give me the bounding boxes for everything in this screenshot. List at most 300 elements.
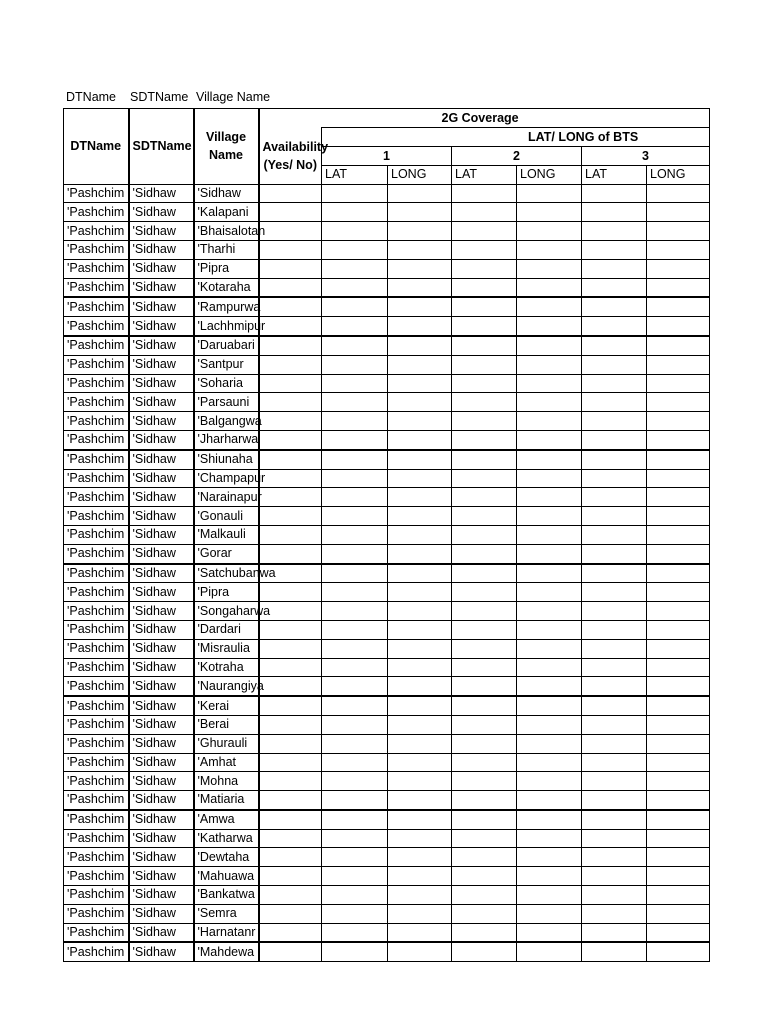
cell-availability[interactable] — [259, 297, 322, 316]
cell-bts2-long[interactable] — [517, 923, 582, 942]
cell-dtname[interactable]: 'Pashchim — [64, 240, 129, 259]
cell-bts2-lat[interactable] — [452, 583, 517, 602]
cell-bts1-lat[interactable] — [322, 753, 388, 772]
cell-bts1-long[interactable] — [388, 544, 452, 563]
cell-village-name[interactable]: 'Malkauli — [194, 525, 259, 544]
cell-bts2-lat[interactable] — [452, 639, 517, 658]
cell-sdtname[interactable]: 'Sidhaw — [129, 469, 194, 488]
cell-sdtname[interactable]: 'Sidhaw — [129, 278, 194, 297]
cell-bts3-long[interactable] — [647, 355, 710, 374]
cell-village-name[interactable]: 'Ghurauli — [194, 734, 259, 753]
cell-bts2-lat[interactable] — [452, 696, 517, 715]
cell-sdtname[interactable]: 'Sidhaw — [129, 734, 194, 753]
cell-bts1-long[interactable] — [388, 583, 452, 602]
cell-sdtname[interactable]: 'Sidhaw — [129, 639, 194, 658]
cell-village-name[interactable]: 'Lachhmipur — [194, 317, 259, 336]
cell-dtname[interactable]: 'Pashchim — [64, 450, 129, 469]
cell-bts1-long[interactable] — [388, 886, 452, 905]
cell-bts1-long[interactable] — [388, 867, 452, 886]
cell-bts3-lat[interactable] — [582, 923, 647, 942]
cell-bts3-lat[interactable] — [582, 336, 647, 355]
cell-bts3-lat[interactable] — [582, 184, 647, 203]
cell-bts3-long[interactable] — [647, 430, 710, 449]
cell-bts2-lat[interactable] — [452, 658, 517, 677]
cell-sdtname[interactable]: 'Sidhaw — [129, 886, 194, 905]
cell-sdtname[interactable]: 'Sidhaw — [129, 658, 194, 677]
cell-bts2-long[interactable] — [517, 412, 582, 431]
cell-bts1-lat[interactable] — [322, 203, 388, 222]
cell-bts1-lat[interactable] — [322, 525, 388, 544]
cell-availability[interactable] — [259, 278, 322, 297]
cell-availability[interactable] — [259, 620, 322, 639]
cell-dtname[interactable]: 'Pashchim — [64, 583, 129, 602]
cell-bts3-lat[interactable] — [582, 240, 647, 259]
cell-bts1-long[interactable] — [388, 222, 452, 241]
cell-dtname[interactable]: 'Pashchim — [64, 677, 129, 696]
cell-dtname[interactable]: 'Pashchim — [64, 696, 129, 715]
cell-availability[interactable] — [259, 583, 322, 602]
cell-bts2-lat[interactable] — [452, 336, 517, 355]
cell-bts1-lat[interactable] — [322, 867, 388, 886]
cell-village-name[interactable]: 'Naurangiya — [194, 677, 259, 696]
cell-bts3-lat[interactable] — [582, 620, 647, 639]
cell-village-name[interactable]: 'Matiaria — [194, 791, 259, 810]
cell-bts2-long[interactable] — [517, 696, 582, 715]
cell-sdtname[interactable]: 'Sidhaw — [129, 923, 194, 942]
cell-availability[interactable] — [259, 336, 322, 355]
cell-bts3-long[interactable] — [647, 772, 710, 791]
cell-bts2-lat[interactable] — [452, 942, 517, 961]
cell-dtname[interactable]: 'Pashchim — [64, 278, 129, 297]
cell-bts3-long[interactable] — [647, 620, 710, 639]
cell-bts2-long[interactable] — [517, 469, 582, 488]
cell-sdtname[interactable]: 'Sidhaw — [129, 393, 194, 412]
cell-village-name[interactable]: 'Daruabari — [194, 336, 259, 355]
cell-bts1-lat[interactable] — [322, 848, 388, 867]
cell-bts1-lat[interactable] — [322, 829, 388, 848]
cell-dtname[interactable]: 'Pashchim — [64, 715, 129, 734]
cell-bts3-long[interactable] — [647, 942, 710, 961]
cell-bts2-long[interactable] — [517, 297, 582, 316]
cell-bts2-lat[interactable] — [452, 715, 517, 734]
cell-dtname[interactable]: 'Pashchim — [64, 904, 129, 923]
cell-bts3-long[interactable] — [647, 848, 710, 867]
cell-bts2-lat[interactable] — [452, 412, 517, 431]
cell-bts3-lat[interactable] — [582, 222, 647, 241]
cell-bts1-lat[interactable] — [322, 772, 388, 791]
cell-dtname[interactable]: 'Pashchim — [64, 734, 129, 753]
cell-bts3-long[interactable] — [647, 317, 710, 336]
cell-bts1-lat[interactable] — [322, 942, 388, 961]
cell-bts2-lat[interactable] — [452, 602, 517, 621]
cell-bts3-lat[interactable] — [582, 658, 647, 677]
cell-sdtname[interactable]: 'Sidhaw — [129, 259, 194, 278]
cell-sdtname[interactable]: 'Sidhaw — [129, 810, 194, 829]
cell-bts1-lat[interactable] — [322, 393, 388, 412]
cell-bts3-long[interactable] — [647, 715, 710, 734]
cell-bts1-long[interactable] — [388, 791, 452, 810]
cell-availability[interactable] — [259, 544, 322, 563]
cell-availability[interactable] — [259, 639, 322, 658]
cell-bts3-long[interactable] — [647, 734, 710, 753]
cell-bts1-long[interactable] — [388, 374, 452, 393]
cell-bts3-lat[interactable] — [582, 639, 647, 658]
cell-sdtname[interactable]: 'Sidhaw — [129, 848, 194, 867]
cell-bts1-long[interactable] — [388, 297, 452, 316]
cell-bts1-lat[interactable] — [322, 544, 388, 563]
cell-sdtname[interactable]: 'Sidhaw — [129, 772, 194, 791]
cell-bts2-lat[interactable] — [452, 525, 517, 544]
cell-bts3-long[interactable] — [647, 450, 710, 469]
cell-village-name[interactable]: 'Shiunaha — [194, 450, 259, 469]
cell-bts1-long[interactable] — [388, 488, 452, 507]
cell-bts3-lat[interactable] — [582, 393, 647, 412]
cell-bts2-lat[interactable] — [452, 544, 517, 563]
cell-sdtname[interactable]: 'Sidhaw — [129, 791, 194, 810]
cell-bts1-lat[interactable] — [322, 412, 388, 431]
cell-availability[interactable] — [259, 734, 322, 753]
cell-bts2-lat[interactable] — [452, 829, 517, 848]
cell-bts3-long[interactable] — [647, 810, 710, 829]
cell-bts2-long[interactable] — [517, 544, 582, 563]
cell-bts2-long[interactable] — [517, 374, 582, 393]
cell-dtname[interactable]: 'Pashchim — [64, 639, 129, 658]
cell-dtname[interactable]: 'Pashchim — [64, 602, 129, 621]
cell-village-name[interactable]: 'Songaharwa — [194, 602, 259, 621]
cell-availability[interactable] — [259, 430, 322, 449]
cell-village-name[interactable]: 'Dardari — [194, 620, 259, 639]
cell-sdtname[interactable]: 'Sidhaw — [129, 507, 194, 526]
cell-bts1-lat[interactable] — [322, 677, 388, 696]
cell-bts3-lat[interactable] — [582, 829, 647, 848]
cell-bts3-long[interactable] — [647, 923, 710, 942]
cell-dtname[interactable]: 'Pashchim — [64, 753, 129, 772]
cell-bts3-lat[interactable] — [582, 810, 647, 829]
cell-bts2-lat[interactable] — [452, 259, 517, 278]
cell-dtname[interactable]: 'Pashchim — [64, 791, 129, 810]
cell-sdtname[interactable]: 'Sidhaw — [129, 620, 194, 639]
cell-bts3-lat[interactable] — [582, 696, 647, 715]
cell-bts1-long[interactable] — [388, 677, 452, 696]
cell-availability[interactable] — [259, 184, 322, 203]
cell-bts2-long[interactable] — [517, 488, 582, 507]
cell-bts2-long[interactable] — [517, 583, 582, 602]
cell-bts1-long[interactable] — [388, 602, 452, 621]
cell-village-name[interactable]: 'Narainapur — [194, 488, 259, 507]
cell-dtname[interactable]: 'Pashchim — [64, 203, 129, 222]
cell-bts1-lat[interactable] — [322, 620, 388, 639]
cell-village-name[interactable]: 'Semra — [194, 904, 259, 923]
cell-bts1-lat[interactable] — [322, 317, 388, 336]
cell-bts2-lat[interactable] — [452, 564, 517, 583]
cell-availability[interactable] — [259, 923, 322, 942]
cell-sdtname[interactable]: 'Sidhaw — [129, 942, 194, 961]
cell-availability[interactable] — [259, 203, 322, 222]
cell-bts1-lat[interactable] — [322, 791, 388, 810]
cell-bts2-long[interactable] — [517, 772, 582, 791]
cell-bts2-lat[interactable] — [452, 867, 517, 886]
cell-bts2-long[interactable] — [517, 848, 582, 867]
cell-bts1-lat[interactable] — [322, 583, 388, 602]
cell-bts3-long[interactable] — [647, 469, 710, 488]
cell-sdtname[interactable]: 'Sidhaw — [129, 715, 194, 734]
cell-bts2-lat[interactable] — [452, 753, 517, 772]
cell-bts2-lat[interactable] — [452, 791, 517, 810]
cell-dtname[interactable]: 'Pashchim — [64, 942, 129, 961]
cell-bts1-long[interactable] — [388, 336, 452, 355]
cell-bts3-lat[interactable] — [582, 412, 647, 431]
cell-dtname[interactable]: 'Pashchim — [64, 184, 129, 203]
cell-bts3-long[interactable] — [647, 696, 710, 715]
cell-bts1-lat[interactable] — [322, 904, 388, 923]
cell-bts2-lat[interactable] — [452, 203, 517, 222]
cell-bts1-long[interactable] — [388, 658, 452, 677]
cell-dtname[interactable]: 'Pashchim — [64, 848, 129, 867]
cell-bts2-long[interactable] — [517, 184, 582, 203]
cell-bts3-long[interactable] — [647, 240, 710, 259]
cell-bts2-lat[interactable] — [452, 278, 517, 297]
cell-bts2-lat[interactable] — [452, 469, 517, 488]
cell-bts3-long[interactable] — [647, 374, 710, 393]
cell-village-name[interactable]: 'Misraulia — [194, 639, 259, 658]
cell-bts3-lat[interactable] — [582, 791, 647, 810]
cell-bts3-long[interactable] — [647, 904, 710, 923]
cell-bts2-long[interactable] — [517, 450, 582, 469]
cell-bts1-lat[interactable] — [322, 469, 388, 488]
cell-bts1-lat[interactable] — [322, 374, 388, 393]
cell-availability[interactable] — [259, 259, 322, 278]
cell-village-name[interactable]: 'Rampurwa — [194, 297, 259, 316]
cell-bts2-long[interactable] — [517, 355, 582, 374]
cell-bts1-long[interactable] — [388, 810, 452, 829]
cell-village-name[interactable]: 'Bhaisalotan — [194, 222, 259, 241]
cell-bts1-long[interactable] — [388, 393, 452, 412]
cell-bts3-long[interactable] — [647, 867, 710, 886]
cell-dtname[interactable]: 'Pashchim — [64, 923, 129, 942]
cell-village-name[interactable]: 'Gorar — [194, 544, 259, 563]
cell-availability[interactable] — [259, 867, 322, 886]
cell-bts1-long[interactable] — [388, 355, 452, 374]
cell-bts2-long[interactable] — [517, 904, 582, 923]
cell-bts2-long[interactable] — [517, 222, 582, 241]
cell-availability[interactable] — [259, 942, 322, 961]
cell-dtname[interactable]: 'Pashchim — [64, 430, 129, 449]
cell-bts2-long[interactable] — [517, 791, 582, 810]
cell-dtname[interactable]: 'Pashchim — [64, 469, 129, 488]
cell-bts2-long[interactable] — [517, 886, 582, 905]
cell-bts2-lat[interactable] — [452, 184, 517, 203]
cell-bts3-lat[interactable] — [582, 677, 647, 696]
cell-bts3-long[interactable] — [647, 488, 710, 507]
cell-sdtname[interactable]: 'Sidhaw — [129, 184, 194, 203]
cell-bts1-long[interactable] — [388, 942, 452, 961]
cell-village-name[interactable]: 'Katharwa — [194, 829, 259, 848]
cell-dtname[interactable]: 'Pashchim — [64, 259, 129, 278]
cell-bts1-lat[interactable] — [322, 222, 388, 241]
cell-dtname[interactable]: 'Pashchim — [64, 658, 129, 677]
cell-bts3-lat[interactable] — [582, 544, 647, 563]
cell-sdtname[interactable]: 'Sidhaw — [129, 203, 194, 222]
cell-bts1-long[interactable] — [388, 240, 452, 259]
cell-bts3-long[interactable] — [647, 278, 710, 297]
cell-bts2-long[interactable] — [517, 525, 582, 544]
cell-availability[interactable] — [259, 753, 322, 772]
cell-village-name[interactable]: 'Amhat — [194, 753, 259, 772]
cell-dtname[interactable]: 'Pashchim — [64, 393, 129, 412]
cell-bts3-lat[interactable] — [582, 430, 647, 449]
cell-bts3-lat[interactable] — [582, 564, 647, 583]
cell-dtname[interactable]: 'Pashchim — [64, 336, 129, 355]
cell-availability[interactable] — [259, 469, 322, 488]
cell-bts3-long[interactable] — [647, 829, 710, 848]
cell-bts3-long[interactable] — [647, 336, 710, 355]
cell-bts3-lat[interactable] — [582, 583, 647, 602]
cell-sdtname[interactable]: 'Sidhaw — [129, 450, 194, 469]
cell-bts1-long[interactable] — [388, 203, 452, 222]
cell-sdtname[interactable]: 'Sidhaw — [129, 602, 194, 621]
cell-village-name[interactable]: 'Pipra — [194, 583, 259, 602]
cell-availability[interactable] — [259, 886, 322, 905]
cell-bts3-lat[interactable] — [582, 450, 647, 469]
cell-bts2-long[interactable] — [517, 753, 582, 772]
cell-bts3-long[interactable] — [647, 791, 710, 810]
cell-bts3-long[interactable] — [647, 544, 710, 563]
cell-availability[interactable] — [259, 450, 322, 469]
cell-availability[interactable] — [259, 374, 322, 393]
cell-bts1-lat[interactable] — [322, 507, 388, 526]
cell-bts1-long[interactable] — [388, 469, 452, 488]
cell-dtname[interactable]: 'Pashchim — [64, 867, 129, 886]
cell-village-name[interactable]: 'Jharharwa — [194, 430, 259, 449]
cell-bts1-lat[interactable] — [322, 564, 388, 583]
cell-dtname[interactable]: 'Pashchim — [64, 317, 129, 336]
cell-availability[interactable] — [259, 904, 322, 923]
cell-bts2-long[interactable] — [517, 639, 582, 658]
cell-bts1-lat[interactable] — [322, 184, 388, 203]
cell-bts3-long[interactable] — [647, 602, 710, 621]
cell-bts1-lat[interactable] — [322, 734, 388, 753]
cell-bts1-long[interactable] — [388, 620, 452, 639]
cell-bts2-lat[interactable] — [452, 677, 517, 696]
cell-bts1-lat[interactable] — [322, 696, 388, 715]
cell-sdtname[interactable]: 'Sidhaw — [129, 222, 194, 241]
cell-sdtname[interactable]: 'Sidhaw — [129, 829, 194, 848]
cell-bts1-long[interactable] — [388, 848, 452, 867]
cell-bts3-long[interactable] — [647, 886, 710, 905]
cell-bts3-long[interactable] — [647, 525, 710, 544]
cell-bts1-long[interactable] — [388, 450, 452, 469]
cell-sdtname[interactable]: 'Sidhaw — [129, 525, 194, 544]
cell-availability[interactable] — [259, 222, 322, 241]
cell-availability[interactable] — [259, 317, 322, 336]
cell-bts2-lat[interactable] — [452, 904, 517, 923]
cell-village-name[interactable]: 'Mahuawa — [194, 867, 259, 886]
cell-bts1-lat[interactable] — [322, 240, 388, 259]
cell-bts1-lat[interactable] — [322, 259, 388, 278]
cell-bts3-long[interactable] — [647, 583, 710, 602]
cell-bts1-long[interactable] — [388, 753, 452, 772]
cell-bts3-lat[interactable] — [582, 317, 647, 336]
cell-bts2-long[interactable] — [517, 317, 582, 336]
cell-bts3-lat[interactable] — [582, 297, 647, 316]
cell-bts2-lat[interactable] — [452, 317, 517, 336]
cell-bts1-lat[interactable] — [322, 355, 388, 374]
cell-bts3-lat[interactable] — [582, 469, 647, 488]
cell-dtname[interactable]: 'Pashchim — [64, 297, 129, 316]
cell-bts2-long[interactable] — [517, 336, 582, 355]
cell-bts2-long[interactable] — [517, 658, 582, 677]
cell-bts2-lat[interactable] — [452, 240, 517, 259]
cell-bts3-lat[interactable] — [582, 848, 647, 867]
cell-dtname[interactable]: 'Pashchim — [64, 564, 129, 583]
cell-bts1-lat[interactable] — [322, 658, 388, 677]
cell-availability[interactable] — [259, 355, 322, 374]
cell-bts2-long[interactable] — [517, 942, 582, 961]
cell-village-name[interactable]: 'Dewtaha — [194, 848, 259, 867]
cell-bts3-lat[interactable] — [582, 374, 647, 393]
cell-village-name[interactable]: 'Harnatanr — [194, 923, 259, 942]
cell-bts3-lat[interactable] — [582, 753, 647, 772]
cell-bts2-long[interactable] — [517, 677, 582, 696]
cell-bts2-long[interactable] — [517, 240, 582, 259]
cell-bts2-lat[interactable] — [452, 450, 517, 469]
cell-availability[interactable] — [259, 488, 322, 507]
cell-village-name[interactable]: 'Tharhi — [194, 240, 259, 259]
cell-availability[interactable] — [259, 791, 322, 810]
cell-sdtname[interactable]: 'Sidhaw — [129, 544, 194, 563]
cell-village-name[interactable]: 'Amwa — [194, 810, 259, 829]
cell-bts2-long[interactable] — [517, 278, 582, 297]
cell-bts3-long[interactable] — [647, 412, 710, 431]
cell-bts2-lat[interactable] — [452, 507, 517, 526]
cell-bts2-lat[interactable] — [452, 430, 517, 449]
cell-village-name[interactable]: 'Kotraha — [194, 658, 259, 677]
cell-bts3-long[interactable] — [647, 393, 710, 412]
cell-bts1-long[interactable] — [388, 696, 452, 715]
cell-bts3-long[interactable] — [647, 639, 710, 658]
cell-bts2-lat[interactable] — [452, 923, 517, 942]
cell-bts2-lat[interactable] — [452, 488, 517, 507]
cell-bts3-long[interactable] — [647, 677, 710, 696]
cell-village-name[interactable]: 'Kerai — [194, 696, 259, 715]
cell-dtname[interactable]: 'Pashchim — [64, 507, 129, 526]
cell-bts1-lat[interactable] — [322, 886, 388, 905]
cell-bts1-lat[interactable] — [322, 923, 388, 942]
cell-sdtname[interactable]: 'Sidhaw — [129, 336, 194, 355]
cell-village-name[interactable]: 'Berai — [194, 715, 259, 734]
cell-bts1-lat[interactable] — [322, 450, 388, 469]
cell-bts3-long[interactable] — [647, 507, 710, 526]
cell-availability[interactable] — [259, 848, 322, 867]
cell-sdtname[interactable]: 'Sidhaw — [129, 374, 194, 393]
cell-bts2-lat[interactable] — [452, 222, 517, 241]
cell-bts1-lat[interactable] — [322, 488, 388, 507]
cell-village-name[interactable]: 'Champapur — [194, 469, 259, 488]
cell-availability[interactable] — [259, 240, 322, 259]
cell-availability[interactable] — [259, 810, 322, 829]
cell-village-name[interactable]: 'Mahdewa — [194, 942, 259, 961]
cell-bts1-lat[interactable] — [322, 297, 388, 316]
cell-bts3-lat[interactable] — [582, 734, 647, 753]
cell-bts1-long[interactable] — [388, 904, 452, 923]
cell-bts1-long[interactable] — [388, 525, 452, 544]
cell-bts3-lat[interactable] — [582, 203, 647, 222]
cell-bts1-long[interactable] — [388, 412, 452, 431]
cell-sdtname[interactable]: 'Sidhaw — [129, 583, 194, 602]
cell-dtname[interactable]: 'Pashchim — [64, 488, 129, 507]
cell-availability[interactable] — [259, 772, 322, 791]
cell-bts3-lat[interactable] — [582, 867, 647, 886]
